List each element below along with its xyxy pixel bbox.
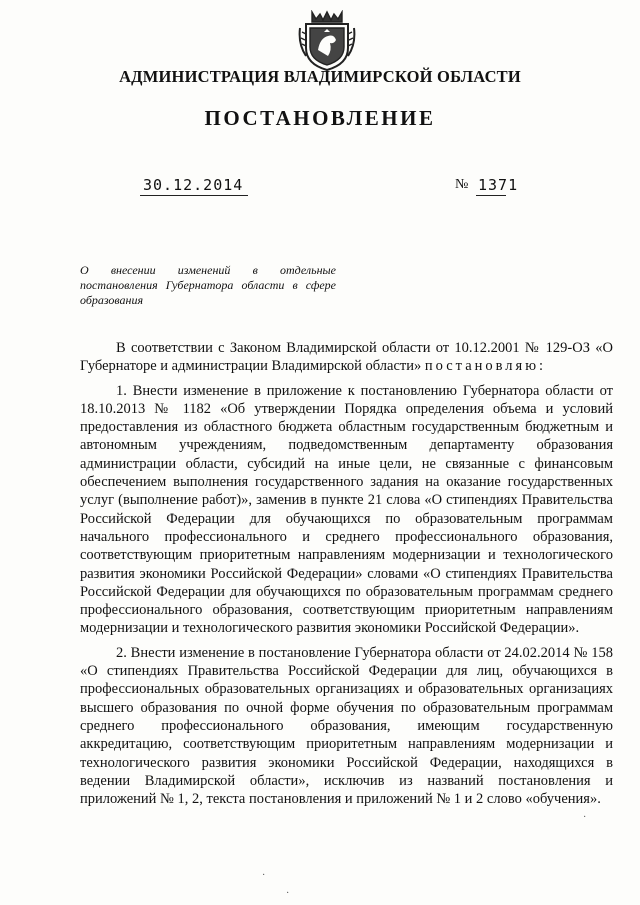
preamble-text: В соответствии с Законом Владимирской области от 10.12.2001 № 129-ОЗ «О Губернаторе и администрации Владимирской области» <box>80 340 613 375</box>
document-subject: О внесении изменений в отдельные постановления Губернатора области в сфере образования <box>80 263 336 307</box>
scan-speck: · <box>262 870 266 881</box>
number-label: № <box>455 177 469 192</box>
document-date: 30.12.2014 <box>143 176 244 194</box>
document-body <box>80 339 613 814</box>
coat-of-arms-icon <box>298 10 356 72</box>
document-number: 1371 <box>478 176 519 194</box>
organization-name: АДМИНИСТРАЦИЯ ВЛАДИМИРСКОЙ ОБЛАСТИ <box>119 67 521 86</box>
preamble-paragraph <box>80 339 613 376</box>
scan-speck: · <box>583 812 587 823</box>
paragraph-2: 2. Внести изменение в постановление Губернатора области от 24.02.2014 № 158 «О стипендиях Правительства Российской Федерации для лиц, обучающихся в профессиональных образовательных организациях и образовательных организациях высшего образования по очной форме обучения по образовательным программам среднего профессионального образования, имеющим государственную аккредитацию, соответствующим приоритетным направлениям модернизации и технологического развития экономики Российской Федерации, находящихся в ведении Владимирской области», исключив из названий постановления и приложений № 1, 2, текста постановления и приложений № 1 и 2 слово «обучения». <box>80 644 613 808</box>
decree-word: постановляю: <box>424 358 547 375</box>
scan-speck: · <box>286 888 290 899</box>
number-underline <box>476 195 506 196</box>
document-title: ПОСТАНОВЛЕНИЕ <box>204 106 436 130</box>
date-underline <box>140 195 248 196</box>
paragraph-1: 1. Внести изменение в приложение к постановлению Губернатора области от 18.10.2013 № 1182 «Об утверждении Порядка определения объема и условий предоставления из областного бюджета областным государственным бюджетным и автономным учреждениям, подведомственным департаменту образования администрации области, субсидий на иные цели, не связанные с финансовым обеспечением выполнения государственного задания на оказание государственных услуг (выполнение работ)», заменив в пункте 21 слова «О стипендиях Правительства Российской Федерации для обучающихся по образовательным программам начального профессионального и среднего профессионального образования, соответствующим приоритетным направлениям модернизации и технологического развития экономики Российской Федерации» словами «О стипендиях Правительства Российской Федерации для обучающихся по образовательным программам среднего профессионального образования, соответствующим приоритетным направлениям модернизации и технологического развития экономики Российской Федерации». <box>80 382 613 637</box>
